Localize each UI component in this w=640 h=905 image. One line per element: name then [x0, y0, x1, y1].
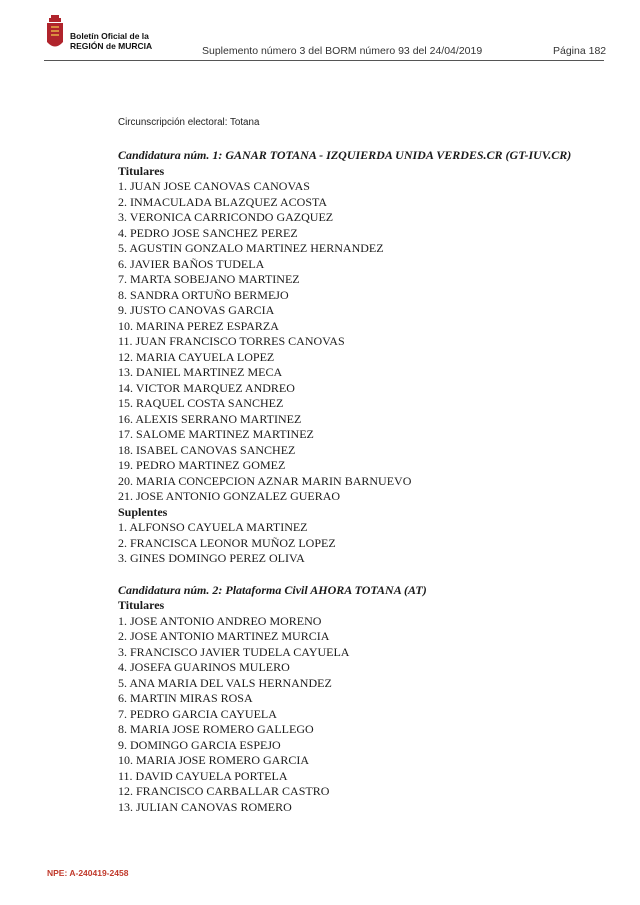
page-header	[44, 14, 607, 62]
titular-entry: 15. RAQUEL COSTA SANCHEZ	[118, 396, 284, 410]
suplente-entry: 1. ALFONSO CAYUELA MARTINEZ	[118, 520, 308, 534]
titular-entry: 11. DAVID CAYUELA PORTELA	[118, 768, 288, 783]
page-number: Página 182	[553, 45, 607, 57]
titulares-heading: Titulares	[118, 598, 165, 612]
titular-entry: 12. FRANCISCO CARBALLAR CASTRO	[118, 784, 330, 798]
region-crest-icon	[44, 14, 66, 52]
titular-entry: 14. VICTOR MARQUEZ ANDREO	[118, 380, 295, 395]
titular-entry: 6. MARTIN MIRAS ROSA	[118, 691, 253, 705]
titular-entry: 19. PEDRO MARTINEZ GOMEZ	[118, 458, 286, 472]
candidatura-title: Candidatura núm. 1: GANAR TOTANA - IZQUIERDA UNIDA VERDES.CR (GT-IUV.CR)	[118, 148, 572, 162]
titular-entry: 3. FRANCISCO JAVIER TUDELA CAYUELA	[118, 644, 350, 659]
suplentes-heading: Suplentes	[118, 504, 168, 519]
publisher-line-2: REGIÓN de MURCIA	[70, 41, 153, 51]
candidaturas-list	[118, 148, 598, 815]
candidatura-block	[118, 148, 598, 567]
titular-entry: 13. JULIAN CANOVAS ROMERO	[118, 799, 292, 814]
titular-entry: 7. PEDRO GARCIA CAYUELA	[118, 706, 277, 721]
titular-entry: 4. JOSEFA GUARINOS MULERO	[118, 660, 290, 674]
header-divider	[44, 60, 604, 61]
titular-entry: 7. MARTA SOBEJANO MARTINEZ	[118, 272, 300, 286]
titular-entry: 17. SALOME MARTINEZ MARTINEZ	[118, 427, 314, 441]
titular-entry: 2. INMACULADA BLAZQUEZ ACOSTA	[118, 194, 328, 209]
titular-entry: 3. VERONICA CARRICONDO GAZQUEZ	[118, 210, 334, 224]
titular-entry: 18. ISABEL CANOVAS SANCHEZ	[118, 442, 296, 457]
candidatura-block	[118, 583, 598, 816]
titular-entry: 13. DANIEL MARTINEZ MECA	[118, 365, 283, 379]
suplente-entry: 3. GINES DOMINGO PEREZ OLIVA	[118, 551, 305, 565]
supplement-info: Suplemento número 3 del BORM número 93 del 24/04/2019	[202, 45, 483, 57]
document-body	[118, 116, 598, 831]
titular-entry: 9. DOMINGO GARCIA ESPEJO	[118, 737, 281, 752]
titular-entry: 1. JOSE ANTONIO ANDREO MORENO	[118, 613, 322, 628]
titular-entry: 12. MARIA CAYUELA LOPEZ	[118, 349, 275, 364]
titular-entry: 16. ALEXIS SERRANO MARTINEZ	[118, 411, 302, 426]
titular-entry: 5. ANA MARIA DEL VALS HERNANDEZ	[118, 675, 332, 690]
titular-entry: 5. AGUSTIN GONZALO MARTINEZ HERNANDEZ	[118, 241, 384, 255]
titular-entry: 10. MARINA PEREZ ESPARZA	[118, 318, 279, 333]
publisher-line-1: Boletín Oficial de la	[70, 31, 149, 41]
suplente-entry: 2. FRANCISCA LEONOR MUÑOZ LOPEZ	[118, 535, 336, 550]
titular-entry: 9. JUSTO CANOVAS GARCIA	[118, 303, 275, 317]
npe-code: NPE: A-240419-2458	[47, 868, 129, 878]
publisher-name	[70, 31, 152, 51]
titular-entry: 8. SANDRA ORTUÑO BERMEJO	[118, 287, 289, 302]
titulares-heading: Titulares	[118, 163, 165, 178]
titular-entry: 6. JAVIER BAÑOS TUDELA	[118, 256, 265, 271]
titular-entry: 8. MARIA JOSE ROMERO GALLEGO	[118, 722, 314, 736]
titular-entry: 11. JUAN FRANCISCO TORRES CANOVAS	[118, 334, 345, 348]
titular-entry: 20. MARIA CONCEPCION AZNAR MARIN BARNUEVO	[118, 473, 412, 488]
titular-entry: 4. PEDRO JOSE SANCHEZ PEREZ	[118, 225, 298, 240]
titular-entry: 2. JOSE ANTONIO MARTINEZ MURCIA	[118, 629, 330, 643]
titular-entry: 1. JUAN JOSE CANOVAS CANOVAS	[118, 179, 310, 193]
titular-entry: 21. JOSE ANTONIO GONZALEZ GUERAO	[118, 489, 341, 503]
candidatura-title: Candidatura núm. 2: Plataforma Civil AHORA TOTANA (AT)	[118, 582, 427, 597]
circumscription-label: Circunscripción electoral: Totana	[118, 117, 260, 128]
titular-entry: 10. MARIA JOSE ROMERO GARCIA	[118, 753, 310, 767]
